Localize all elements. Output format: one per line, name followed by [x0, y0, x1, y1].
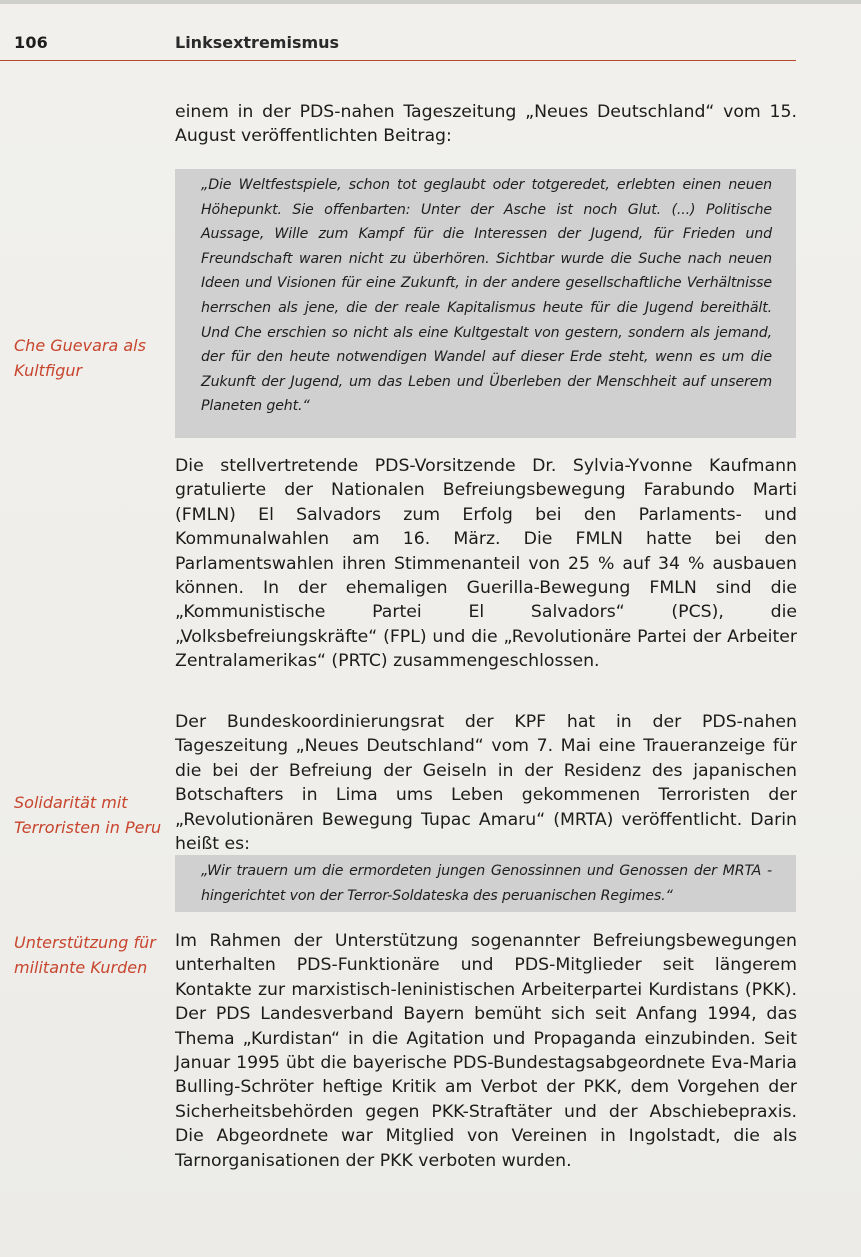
paragraph-kpf: Der Bundeskoordinierungsrat der KPF hat in der PDS-nahen Tageszeitung „Neues Deutschland“ vom 7. Mai eine Traueranzeige für die bei der Befreiung der Geiseln in der Residenz des japanischen Botschafters in Lima ums Leben gekommenen Terroristen der „Revolutionären Bewegung Tupac Amaru“ (MRTA) veröffentlicht. Darin heißt es:: [175, 712, 797, 855]
paragraph-fmln: Die stellvertretende PDS-Vorsitzende Dr. Sylvia-Yvonne Kaufmann gratulierte der Nationalen Befreiungsbewegung Farabundo Marti (FMLN) El Salvadors zum Erfolg bei den Parlaments- und Kommunalwahlen am 16. März. Die FMLN hatte bei den Parlamentswahlen ihren Stimmenanteil von 25 % auf 34 % ausbauen können. In der ehemaligen Guerilla-Bewegung FMLN sind die „Kommunistische Partei El Salvadors“ (PCS), die „Volksbefreiungskräfte“ (FPL) und die „Revolutionäre Partei der Arbeiter Zentralamerikas“ (PRTC) zusammengeschlossen.: [175, 456, 797, 672]
page-top-edge: [0, 0, 861, 4]
margin-note-unterstuetzung: Unterstützung für militante Kurden: [14, 933, 156, 977]
quote-mrta: „Wir trauern um die ermordeten jungen Genossinnen und Genossen der MRTA - hingerichtet von der Terror-Soldateska des peruanischen Regimes.“: [201, 863, 772, 904]
intro-paragraph: einem in der PDS-nahen Tageszeitung „Neues Deutschland“ vom 15. August veröffentlichten Beitrag:: [175, 102, 797, 147]
quote-box-weltfestspiele: [175, 169, 796, 438]
running-header: Linksextremismus: [175, 33, 340, 52]
page-number: 106: [14, 33, 48, 52]
quote-box-mrta: [175, 855, 796, 912]
margin-note-solidaritaet: Solidarität mit Terroristen in Peru: [14, 793, 162, 837]
paragraph-pkk: Im Rahmen der Unterstützung sogenannter Befreiungsbewegungen unterhalten PDS-Funktionäre und PDS-Mitglieder seit längerem Kontakte zur marxistisch-leninistischen Arbeiterpartei Kurdistans (PKK). Der PDS Landesverband Bayern bemüht sich seit Anfang 1994, das Thema „Kurdistan“ in die Agitation und Propaganda einzubinden. Seit Januar 1995 übt die bayerische PDS-Bundestagsabgeordnete Eva-Maria Bulling-Schröter heftige Kritik am Verbot der PKK, dem Vorgehen der Sicherheitsbehörden gegen PKK-Straftäter und der Abschiebepraxis. Die Abgeordnete war Mitglied von Vereinen in Ingolstadt, die als Tarnorganisationen der PKK verboten wurden.: [175, 931, 797, 1171]
margin-note-che-guevara: Che Guevara als Kultfigur: [14, 336, 146, 380]
quote-weltfestspiele: „Die Weltfestspiele, schon tot geglaubt oder totgeredet, erlebten einen neuen Höhepunkt. Sie offenbarten: Unter der Asche ist noch Glut. (...) Politische Aussage, Wille zum Kampf für die Interessen der Jugend, für Frieden und Freundschaft waren nicht zu überhören. Sichtbar wurde die Suche nach neuen Ideen und Visionen für eine Zukunft, in der andere gesellschaftliche Verhältnisse herrschen als jene, die der reale Kapitalismus heute für die Jugend bereithält. Und Che erschien so nicht als eine Kultgestalt von gestern, sondern als jemand, der für den heute notwendigen Wandel auf dieser Erde steht, wenn es um die Zukunft der Jugend, um das Leben und Überleben der Menschheit auf unserem Planeten geht.“: [201, 177, 772, 415]
header-rule: [0, 60, 796, 61]
